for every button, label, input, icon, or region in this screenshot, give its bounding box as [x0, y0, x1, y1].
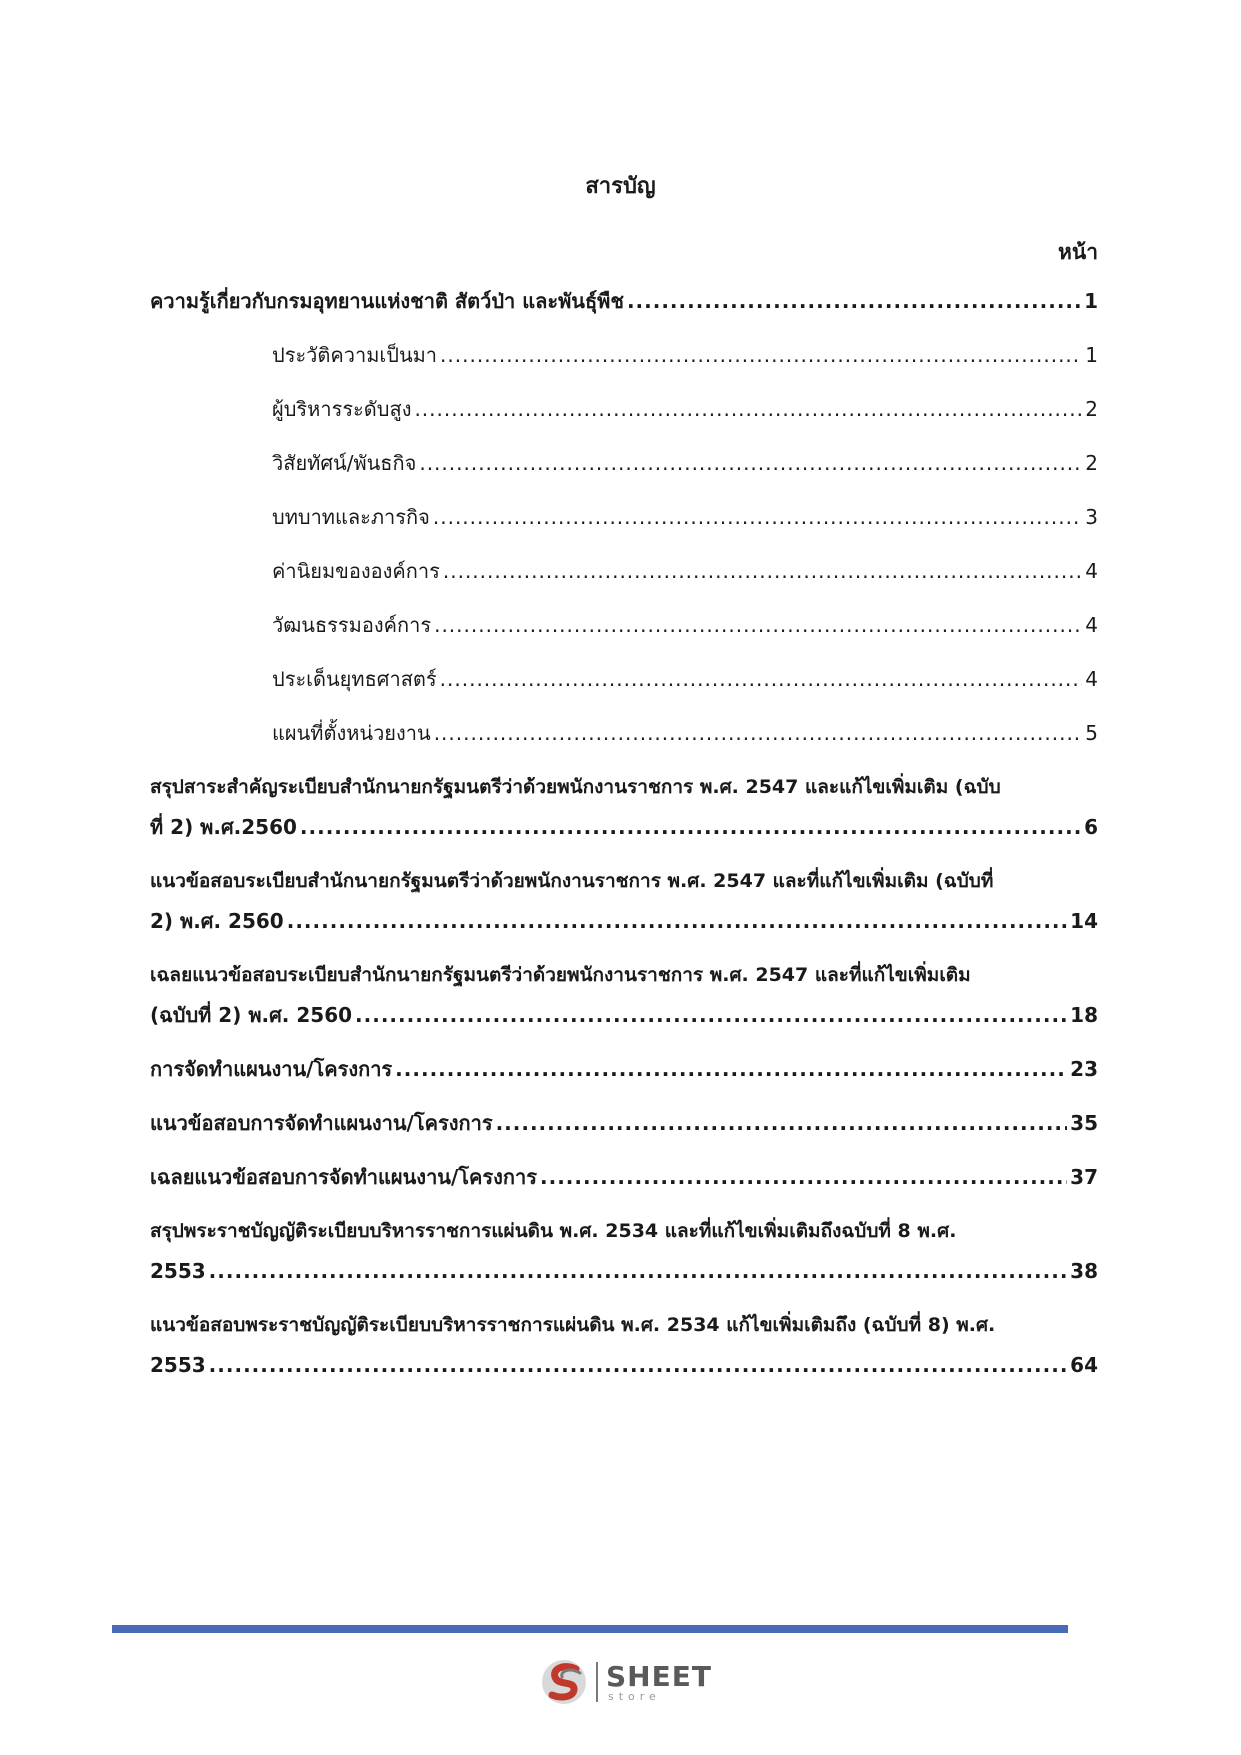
leader-dots	[433, 501, 1082, 533]
footer-rule	[112, 1625, 1068, 1633]
toc-entry[interactable]	[150, 771, 1098, 843]
toc-entry[interactable]	[150, 1053, 1098, 1085]
toc-entry-page: 18	[1070, 1003, 1098, 1027]
toc-title: สารบัญ	[585, 174, 656, 199]
leader-dots	[434, 717, 1083, 749]
toc-entry-text: วิสัยทัศน์/พันธกิจ	[272, 451, 417, 475]
toc-entry-page: 1	[1085, 343, 1098, 367]
toc-entry-text: ความรู้เกี่ยวกับกรมอุทยานแห่งชาติ สัตว์ป่า และพันธุ์พืช	[150, 289, 624, 313]
toc-entry-text: 2553	[150, 1259, 206, 1283]
toc-entry-text: (ฉบับที่ 2) พ.ศ. 2560	[150, 1003, 353, 1027]
toc-subentry[interactable]	[272, 501, 1098, 533]
toc-subentry[interactable]	[272, 339, 1098, 371]
toc-entry[interactable]	[150, 959, 1098, 1031]
toc-subentry[interactable]	[272, 663, 1098, 695]
leader-dots	[434, 609, 1082, 641]
toc-entry-text: ผู้บริหารระดับสูง	[272, 397, 412, 421]
toc-entry-text: 2) พ.ศ. 2560	[150, 909, 284, 933]
toc-entry-page: 4	[1085, 667, 1098, 691]
toc-entry[interactable]	[150, 285, 1098, 317]
logo-word: SHEET	[606, 1659, 712, 1693]
toc-entry-text: แผนที่ตั้งหน่วยงาน	[272, 721, 431, 745]
toc-entry-page: 64	[1070, 1353, 1098, 1377]
toc-entry[interactable]	[150, 1309, 1098, 1381]
toc-entry-text: เฉลยแนวข้อสอบการจัดทำแผนงาน/โครงการ	[150, 1165, 537, 1189]
toc-subentry[interactable]	[272, 717, 1098, 749]
toc-entry-page: 4	[1085, 613, 1098, 637]
leader-dots	[395, 1053, 1067, 1085]
toc-entry-text: วัฒนธรรมองค์การ	[272, 613, 432, 637]
leader-dots	[443, 555, 1082, 587]
toc-entry-page: 23	[1070, 1057, 1098, 1081]
toc-entry-page: 38	[1070, 1259, 1098, 1283]
toc-entry-page: 5	[1085, 721, 1098, 745]
toc-subentry[interactable]	[272, 609, 1098, 641]
leader-dots	[414, 393, 1082, 425]
table-of-contents	[150, 285, 1098, 1381]
toc-entry-page: 35	[1070, 1111, 1098, 1135]
toc-entry-text: ประวัติความเป็นมา	[272, 343, 438, 367]
toc-entry-text: การจัดทำแผนงาน/โครงการ	[150, 1057, 393, 1081]
toc-entry-page: 4	[1085, 559, 1098, 583]
leader-dots	[540, 1161, 1067, 1193]
toc-entry[interactable]	[150, 1215, 1098, 1287]
toc-entry-text: 2553	[150, 1353, 206, 1377]
s-brand-icon	[540, 1657, 592, 1707]
leader-dots	[419, 447, 1082, 479]
toc-entry-page: 14	[1070, 909, 1098, 933]
leader-dots	[287, 905, 1067, 937]
leader-dots	[440, 663, 1083, 695]
leader-dots	[627, 285, 1081, 317]
toc-entry-text: สรุปสาระสำคัญระเบียบสำนักนายกรัฐมนตรีว่าด้วยพนักงานราชการ พ.ศ. 2547 และแก้ไขเพิ่มเติม (ฉบับ	[150, 776, 1001, 798]
toc-entry-text: ค่านิยมขององค์การ	[272, 559, 440, 583]
toc-subentry[interactable]	[272, 393, 1098, 425]
leader-dots	[440, 339, 1082, 371]
toc-entry-page: 6	[1084, 815, 1098, 839]
toc-entry-text: แนวข้อสอบพระราชบัญญัติระเบียบบริหารราชการแผ่นดิน พ.ศ. 2534 แก้ไขเพิ่มเติมถึง (ฉบับที่ 8) พ.ศ.	[150, 1314, 996, 1336]
toc-entry-page: 2	[1085, 451, 1098, 475]
logo-text	[606, 1659, 712, 1703]
toc-entry-page: 1	[1084, 289, 1098, 313]
logo-subword: store	[608, 1689, 661, 1703]
toc-entry-text: แนวข้อสอบระเบียบสำนักนายกรัฐมนตรีว่าด้วยพนักงานราชการ พ.ศ. 2547 และที่แก้ไขเพิ่มเติม (ฉบับที่	[150, 870, 994, 892]
page-column-label: หน้า	[1058, 240, 1098, 264]
toc-subentry[interactable]	[272, 447, 1098, 479]
toc-entry[interactable]	[150, 1161, 1098, 1193]
toc-entry-text: เฉลยแนวข้อสอบระเบียบสำนักนายกรัฐมนตรีว่าด้วยพนักงานราชการ พ.ศ. 2547 และที่แก้ไขเพิ่มเติม	[150, 964, 971, 986]
leader-dots	[209, 1349, 1067, 1381]
toc-entry[interactable]	[150, 1107, 1098, 1139]
toc-entry-text: ที่ 2) พ.ศ.2560	[150, 815, 297, 839]
leader-dots	[496, 1107, 1068, 1139]
toc-subentry[interactable]	[272, 555, 1098, 587]
logo-separator	[596, 1662, 598, 1702]
toc-entry-page: 37	[1070, 1165, 1098, 1189]
toc-entry-text: บทบาทและภารกิจ	[272, 505, 430, 529]
toc-entry-text: ประเด็นยุทธศาสตร์	[272, 667, 437, 691]
leader-dots	[355, 999, 1067, 1031]
toc-entry-page: 2	[1085, 397, 1098, 421]
toc-entry-text: สรุปพระราชบัญญัติระเบียบบริหารราชการแผ่นดิน พ.ศ. 2534 และที่แก้ไขเพิ่มเติมถึงฉบับที่ 8 พ.ศ.	[150, 1220, 957, 1242]
toc-entry-page: 3	[1085, 505, 1098, 529]
toc-entry-text: แนวข้อสอบการจัดทำแผนงาน/โครงการ	[150, 1111, 493, 1135]
leader-dots	[300, 811, 1081, 843]
toc-entry[interactable]	[150, 865, 1098, 937]
sheet-store-logo	[540, 1657, 712, 1707]
leader-dots	[209, 1255, 1067, 1287]
